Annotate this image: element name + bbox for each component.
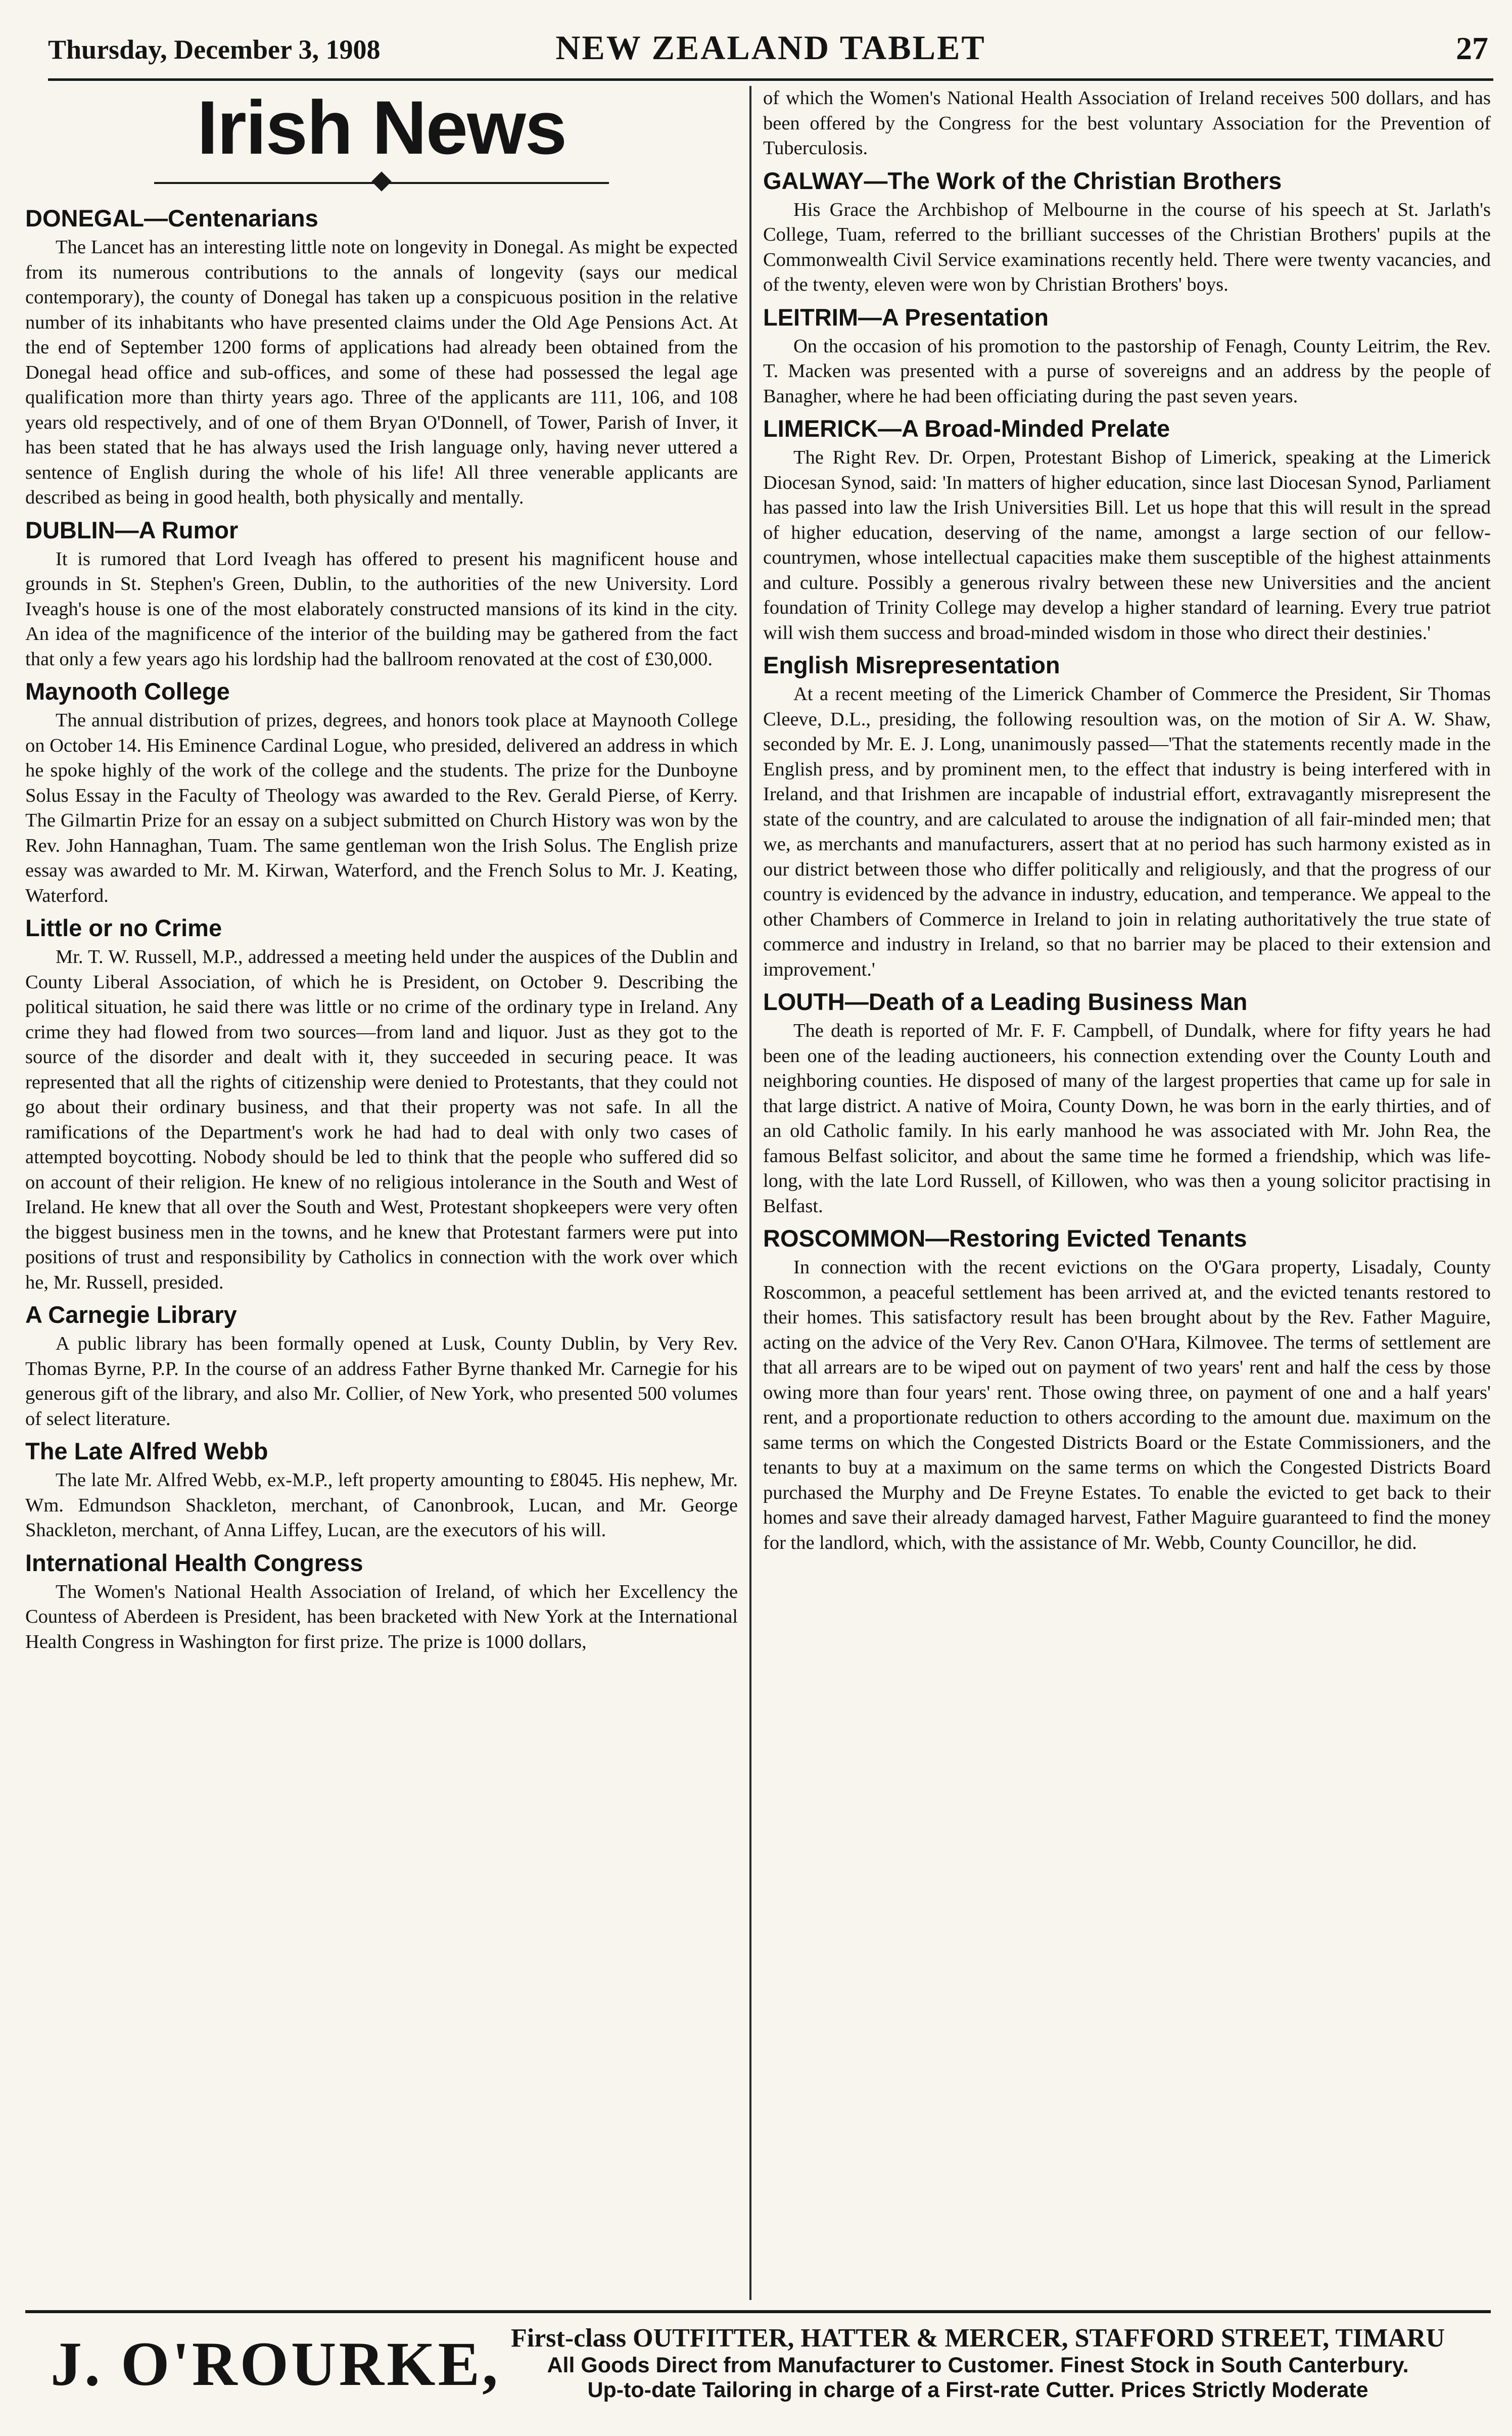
article-heading: ROSCOMMON—Restoring Evicted Tenants [763, 1225, 1247, 1252]
article-paragraph: The late Mr. Alfred Webb, ex-M.P., left property amounting to £8045. His nephew, Mr. Wm. Edmundson Shackleton, merchant, of Canonbrook, Lucan, and Mr. George Shackleton, merchant, of Anna Liffey, Lucan, are the executors of his will. [25, 1469, 738, 1541]
article-heading: LOUTH—Death of a Leading Business Man [763, 988, 1248, 1016]
advertisement [25, 2310, 1491, 2429]
article-paragraph: The Women's National Health Association of Ireland, of which her Excellency the Countess of Aberdeen is President, has been bracketed with New York at the International Health Congress in Washington for first prize. The prize is 1000 dollars, [25, 1581, 738, 1652]
page-header [48, 23, 1493, 81]
article-heading: The Late Alfred Webb [25, 1438, 268, 1465]
article-heading: DUBLIN—A Rumor [25, 516, 239, 543]
continued-paragraph: of which the Women's National Health Association of Ireland receives 500 dollars, and has been offered by the Congress for the best voluntary Association for the Prevention of Tuberculosis. [763, 87, 1491, 159]
article-heading: LIMERICK—A Broad-Minded Prelate [763, 415, 1170, 442]
article-heading: DONEGAL—Centenarians [25, 205, 318, 232]
column-divider [749, 86, 751, 2300]
article-paragraph: On the occasion of his promotion to the pastorship of Fenagh, County Leitrim, the Rev. T. Macken was presented with a purse of sovereigns and an address by the people of Banagher, where he had been officiating during the past seven years. [763, 335, 1491, 407]
article-paragraph: The death is reported of Mr. F. F. Campbell, of Dundalk, where for fifty years he had been one of the leading auctioneers, his connection extending over the County Louth and neighboring counties. He disposed of many of the largest properties that came up for sale in that large district. A native of Moira, County Down, he was born in the early thirties, and of an old Catholic family. In his early manhood he was associated with Mr. John Rea, the famous Belfast solicitor, and about the same time he formed a friendship, which was life-long, with the late Lord Russell, of Killowen, who was then a young solicitor practising in Belfast. [763, 1020, 1491, 1217]
article-heading: GALWAY—The Work of the Christian Brothers [763, 167, 1282, 194]
article-paragraph: The annual distribution of prizes, degrees, and honors took place at Maynooth College on October 14. His Eminence Cardinal Logue, who presided, delivered an address in which he spoke highly of the work of the college and the students. The prize for the Dunboyne Solus Essay in the Faculty of Theology was awarded to the Rev. Gerald Pierse, of Kerry. The Gilmartin Prize for an essay on a subject submitted on Church History was won by the Rev. John Hannaghan, Tuam. The same gentleman won the Irish Solus. The English prize essay was awarded to Mr. M. Kirwan, Waterford, and the French Solus to Mr. J. Keating, Waterford. [25, 710, 738, 906]
article-paragraph: It is rumored that Lord Iveagh has offered to present his magnificent house and grounds in St. Stephen's Green, Dublin, to the authorities of the new University. Lord Iveagh's house is one of the most elaborately constructed mansions of its kind in the city. An idea of the magnificence of the interior of the building may be gathered from the fact that only a few years ago his lordship had the ballroom renovated at the cost of £30,000. [25, 548, 738, 670]
title-ornament [154, 172, 609, 193]
article-heading: A Carnegie Library [25, 1301, 237, 1328]
article-heading: English Misrepresentation [763, 652, 1060, 679]
article-heading: LEITRIM—A Presentation [763, 303, 1049, 331]
article-paragraph: A public library has been formally opened at Lusk, County Dublin, by Very Rev. Thomas Byrne, P.P. In the course of an address Father Byrne thanked Mr. Carnegie for his generous gift of the library, and also Mr. Collier, of New York, who presented 500 volumes of select literature. [25, 1333, 738, 1430]
ad-line-3: Up-to-date Tailoring in charge of a First-rate Cutter. Prices Strictly Moderate [587, 2378, 1368, 2402]
article-paragraph: The Lancet has an interesting little note on longevity in Donegal. As might be expected from its numerous contributions to the annals of longevity (says our medical contemporary), the county of Donegal has taken up a conspicuous position in the relative number of its inhabitants who have presented claims under the Old Age Pensions Act. At the end of September 1200 forms of applications had already been obtained from the Donegal head office and sub-offices, and some of these had possessed the legal age qualification more than thirty years ago. Three of the applicants are 111, 106, and 108 years old respectively, and of one of them Bryan O'Donnell, of Tower, Parish of Inver, it has been stated that he has always used the Irish language only, having never uttered a sentence of English during the whole of his life! All three venerable applicants are described as being in good health, both physically and mentally. [25, 237, 738, 509]
article-heading: Maynooth College [25, 678, 230, 705]
section-title: Irish News [197, 86, 566, 170]
ad-line-2: All Goods Direct from Manufacturer to Customer. Finest Stock in South Canterbury. [547, 2353, 1409, 2377]
advertisement-text [470, 2323, 1486, 2403]
article-heading: Little or no Crime [25, 914, 222, 942]
article-paragraph: At a recent meeting of the Limerick Chamber of Commerce the President, Sir Thomas Cleeve, D.L., presiding, the following resoultion was, on the motion of Sir A. W. Shaw, seconded by Mr. E. J. Long, unanimously passed—'That the statements recently made in the English press, and by prominent men, to the effect that industry is being interfered with in Ireland, and that Irishmen are incapable of industrial effort, extravagantly misrepresent the state of the country, and are calculated to arouse the indignation of all fair-minded men; that we, as merchants and manufacturers, assert that at no period has such harmony existed as in our district between those who differ politically and religiously, and that the progress of our country is evidenced by the advance in industry, education, and temperance. We appeal to the other Chambers of Commerce in Ireland to join in relating authoritatively the true state of commerce and industry in Ireland, so that no barrier may be placed to their extension and improvement.' [763, 683, 1491, 980]
article-heading: International Health Congress [25, 1549, 363, 1576]
article-paragraph: The Right Rev. Dr. Orpen, Protestant Bishop of Limerick, speaking at the Limerick Diocesan Synod, said: 'In matters of higher education, since last Diocesan Synod, Parliament has passed into law the Irish Universities Bill. Let us hope that this will result in the spread of higher education, deserving of the name, amongst a large section of our fellow-countrymen, whose intellectual capacities make them susceptible of the highest attainments and culture. Possibly a generous rivalry between these new Universities and the ancient foundation of Trinity College may develop a higher standard of learning. Every true patriot will wish them success and broad-minded wisdom in those who direct their destinies.' [763, 447, 1491, 644]
right-column [763, 86, 1491, 2300]
publication-title: NEW ZEALAND TABLET [555, 28, 986, 67]
ad-line-1: First-class OUTFITTER, HATTER & MERCER, STAFFORD STREET, TIMARU [510, 2324, 1445, 2353]
article-paragraph: In connection with the recent evictions on the O'Gara property, Lisadaly, County Roscommon, a peaceful settlement has been arrived at, and the evicted tenants restored to their homes. This satisfactory result has been brought about by the Rev. Father Maguire, acting on the advice of the Very Rev. Canon O'Hara, Kilmovee. The terms of settlement are that all arrears are to be wiped out on payment of two years' rent and half the cess by those owing more than four years' rent. Those owing three, on payment of one and a half years' rent, and a proportionate reduction to others according to the amount due. maximum on the same terms on which the Congested Districts Board or the Estate Commissioners, and the tenants to buy at a maximum on the same terms on which the Congested Districts Board purchased the Murphy and De Freyne Estates. To enable the evicted to get back to their homes and save their already damaged harvest, Father Maguire guaranteed to find the money for the landlord, which, with the assistance of Mr. Webb, County Councillor, he did. [763, 1257, 1491, 1553]
advertiser-name: J. O'ROURKE, [51, 2329, 501, 2399]
page-number: 27 [1456, 30, 1488, 66]
left-column [25, 86, 738, 2300]
article-paragraph: His Grace the Archbishop of Melbourne in the course of his speech at St. Jarlath's College, Tuam, referred to the brilliant successes of the Christian Brothers' pupils at the Commonwealth Civil Service examinations recently held. There were twenty vacancies, and of the twenty, eleven were won by Christian Brothers' boys. [763, 199, 1491, 296]
issue-date: Thursday, December 3, 1908 [48, 34, 381, 65]
article-paragraph: Mr. T. W. Russell, M.P., addressed a meeting held under the auspices of the Dublin and County Liberal Association, of which he is President, on October 9. Describing the political situation, he said there was little or no crime of the ordinary type in Ireland. Any crime they had flowed from two sources—from land and liquor. Just as they got to the source of the disorder and dealt with it, they succeeded in securing peace. It was represented that all the rights of citizenship were denied to Protestants, that they could not go about their ordinary business, and that their property was not safe. In all the ramifications of the Department's work he had had to deal with only two cases of attempted boycotting. Nobody should be led to think that the people who suffered did so on account of their religion. He knew of no religious intolerance in the South and West of Ireland. He knew that all over the South and West, Protestant shopkeepers were very often the biggest business men in the towns, and he knew that Protestant farmers were put into positions of trust and responsibility by Catholics in connection with the work over which he, Mr. Russell, presided. [25, 946, 738, 1293]
